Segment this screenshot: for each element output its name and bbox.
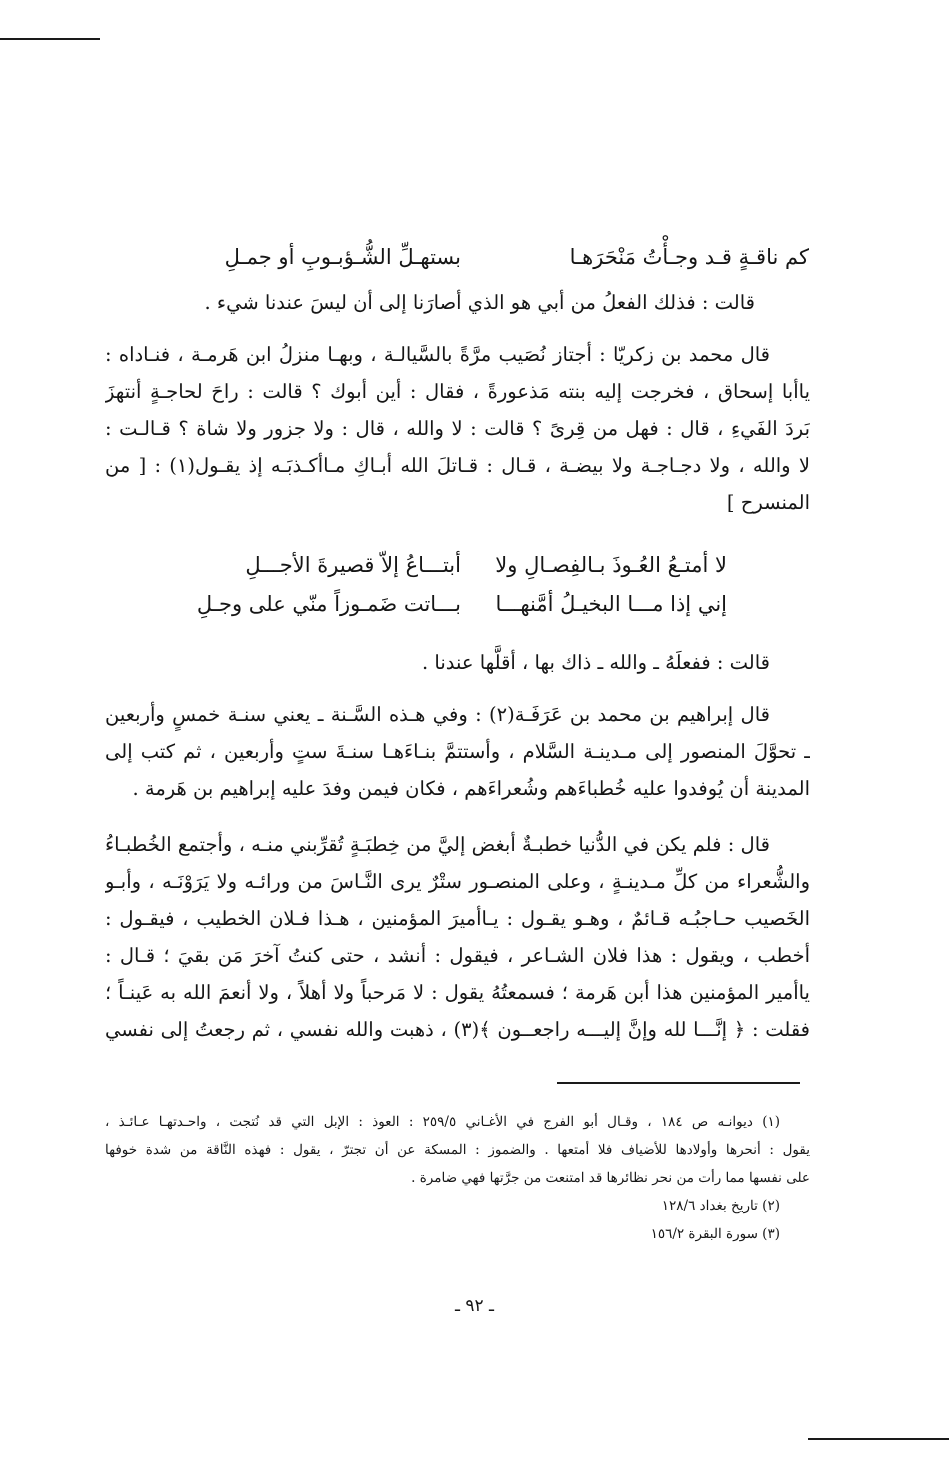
paragraph-4 (105, 696, 810, 807)
paragraph-line: ياأبا إسحاق ، فخرجت إليه بنته مَذعورةً ، فقال : أين أبوك ؟ قالت : راحَ لحاجـةٍ أنتهزَ (105, 380, 810, 403)
paragraph-2 (105, 336, 810, 521)
footnote-line: (٢) تاريخ بغداد ١٢٨/٦ (661, 1198, 780, 1214)
footnotes (105, 1108, 810, 1248)
verse-3 (0, 592, 949, 626)
verse-3-first-hemistich: إني إذا مـــا البخيـلُ أمَّنهـــا (495, 592, 727, 616)
paragraph-line: بَردَ الفَيءِ ، قال : فهل من قِرىً ؟ قالت : لا والله ، قال : ولا جزور ولا شاة ؟ قـالـت : (105, 417, 810, 440)
footnote-separator (557, 1082, 800, 1084)
paragraph-line: ياأمير المؤمنين هذا أبن هَرمة ؛ فسمعتُهُ يقول : لا مَرحباً ولا أهلاً ، ولا أنعمَ الله به عَينـاً ؛ (105, 981, 810, 1004)
verse-3-second-hemistich: بـــاتت ضَمـوزاً منّي على وجـلِ (196, 592, 461, 616)
verse-1-second-hemistich: بستهـلِّ الشُّـؤبـوبِ أو جمـلِ (224, 245, 461, 269)
footnote-line: يقول : أنحرها وأولادها للأضياف فلا أمتعها . والضموز : المسكة عن أن تجترّ ، يقول : فهذه النَّاقة من شدة خوفها (105, 1142, 810, 1158)
verse-1-first-hemistich: كم ناقـةٍ قـد وجـأْتُ مَنْحَرَهـا (569, 245, 809, 269)
paragraph-3 (105, 644, 810, 681)
footnote-line: (٣) سورة البقرة ١٥٦/٢ (650, 1226, 780, 1242)
footnote-line: على نفسها مما رأت من نحر نظائرها قد امتنعت من جرَّتها فهي ضامرة . (411, 1170, 810, 1186)
paragraph-line: فقلت : ﴿ إنَّـــا لله وإنَّ إليـــه راجعــون ﴾(٣) ، ذهبت والله نفسي ، ثم رجعتُ إلى نفسي (105, 1018, 810, 1041)
paragraph-5 (105, 826, 810, 1048)
paragraph-line: والشُّعراء من كلِّ مـدينـةٍ ، وعلى المنصـور ستْرٌ يرى النَّـاسَ من ورائـه ولا يَرَوْنَـه ، وأبـو (105, 870, 810, 893)
bottom-rule (808, 1438, 949, 1440)
verse-1 (0, 245, 949, 279)
verse-2-first-hemistich: لا أمتـعُ العُـوذَ بـالفِصـالِ ولا (495, 553, 727, 577)
verse-2-second-hemistich: أبتـــاعُ إلاّ قصيرةَ الأجـــلِ (245, 553, 461, 577)
footnote-line: (١) ديوانـه ص ١٨٤ ، وقـال أبو الفرج في الأغـاني ٢٥٩/٥ : العوذ : الإبل التي قد نُتجت ، واحـدتهـا عـائـذ ، (105, 1114, 781, 1130)
paragraph-line: المنسرح ] (726, 491, 810, 514)
paragraph-line: قال : فلم يكن في الدُّنيا خطبـةٌ أبغض إليَّ من خِطبَـةٍ تُقرِّبني منـه ، وأجتمع الخُطبـاءُ (105, 833, 770, 856)
paragraph-line: قال محمد بن زكريّا : أجتاز نُصَيب مرَّةً بالسَّيالـة ، وبهـا منزلُ ابن هَرمـة ، فنـاداه : (105, 343, 770, 366)
paragraph-line: الخَصيب حـاجبُـه قـائمٌ ، وهـو يقـول : يـاأميرَ المؤمنين ، هـذا فـلان الخطيب ، فيقـول : (105, 907, 810, 930)
paragraph-line: لا والله ، ولا دجـاجـة ولا بيضـة ، قـال : قـاتلَ الله أبـاكِ مـاأكـذبَـه إذ يقـول(١) : [ من (105, 454, 810, 477)
paragraph-line: قالت : فذلك الفعلُ من أبي هو الذي أصارَنا إلى أن ليسَ عندنا شيء . (204, 291, 755, 314)
paragraph-line: ـ تحوَّلَ المنصور إلى مـدينـة السَّلام ، وأستتمَّ بنـاءَهـا سنـةَ ستٍ وأربعين ، ثم كتب إلى (105, 740, 810, 763)
top-rule (0, 38, 100, 40)
paragraph-1 (105, 284, 810, 321)
paragraph-line: المدينة أن يُوفدوا عليه خُطباءَهم وشُعراءَهم ، فكان فيمن وفدَ عليه إبراهيم بن هَرمة . (132, 777, 810, 800)
paragraph-line: قالت : ففعلَهُ ـ والله ـ ذاك بها ، أقلَّها عندنا . (422, 651, 770, 674)
paragraph-line: قال إبراهيم بن محمد بن عَرَفَـة(٢) : وفي هـذه السَّـنة ـ يعني سنـة خمسٍ وأربعين (105, 703, 770, 726)
verse-2 (0, 553, 949, 587)
page-number: ـ ٩٢ ـ (454, 1296, 495, 1316)
paragraph-line: أخطب ، ويقول : هذا فلان الشـاعر ، فيقول : أنشد ، حتى كنتُ آخرَ مَن بقيَ ؛ قـال : (105, 944, 810, 967)
